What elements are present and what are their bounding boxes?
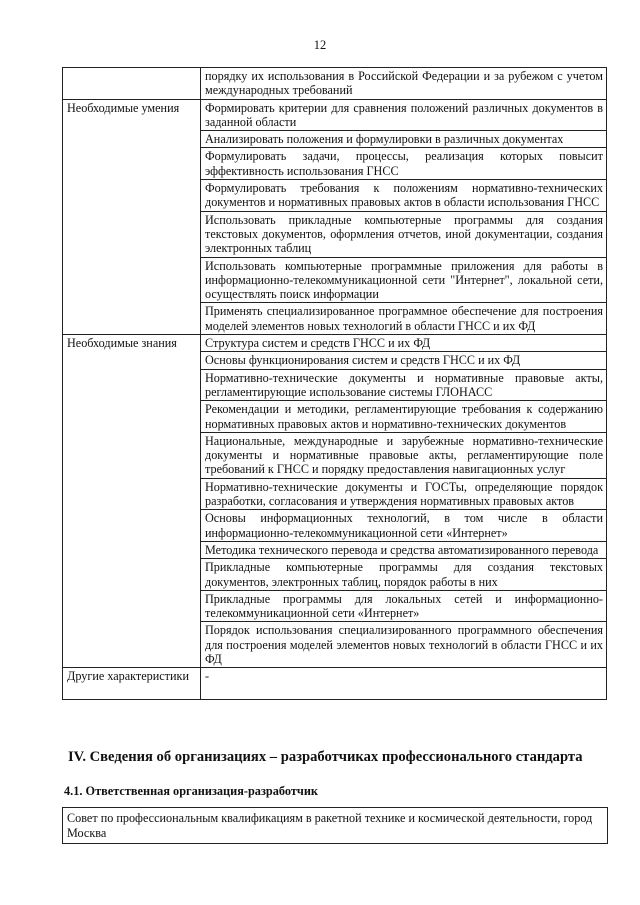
table-row [63,541,607,558]
knowledge-item: Национальные, международные и зарубежные нормативно-технические документы и нормативные правовые акты, регламентирующие поле требований к ГНСС и порядку предоставления навигационных услуг [201,432,607,478]
knowledge-item: Структура систем и средств ГНСС и их ФД [201,335,607,352]
table-row [63,68,607,100]
table-cell: порядку их использования в Российской Федерации и за рубежом с учетом международных требований [201,68,607,100]
knowledge-item: Нормативно-технические документы и нормативные правовые акты, регламентирующие использование системы ГЛОНАСС [201,369,607,401]
skills-label: Необходимые умения [63,99,201,131]
table-row [63,352,607,369]
other-label: Другие характеристики [63,668,201,700]
table-row [63,180,607,212]
skill-item: Использовать компьютерные программные приложения для работы в информационно-телекоммуникационной сети "Интернет", локальной сети, осуществлять поиск информации [201,257,607,303]
skill-item: Формировать критерии для сравнения положений различных документов в заданной области [201,99,607,131]
other-value: - [201,668,607,700]
table-row [63,148,607,180]
table-row [63,559,607,591]
knowledge-item: Прикладные программы для локальных сетей и информационно-телекоммуникационной сети «Интернет» [201,590,607,622]
empty-label-cell [63,68,201,100]
skill-item: Применять специализированное программное обеспечение для построения моделей элементов новых технологий в области ГНСС и их ФД [201,303,607,335]
skill-item: Анализировать положения и формулировки в различных документах [201,131,607,148]
table-row [63,401,607,433]
table-row [63,590,607,622]
table-row [63,668,607,700]
knowledge-item: Методика технического перевода и средства автоматизированного перевода [201,541,607,558]
subsection-title: 4.1. Ответственная организация-разработчик [64,784,318,798]
table-row [63,478,607,510]
table-row [63,335,607,352]
table-row [63,257,607,303]
knowledge-item: Нормативно-технические документы и ГОСТы, определяющие порядок разработки, согласования и утверждения нормативных правовых актов [201,478,607,510]
table-row [63,99,607,131]
skill-item: Использовать прикладные компьютерные программы для создания текстовых документов, оформления отчетов, иной документации, создания электронных таблиц [201,211,607,257]
table-row [63,432,607,478]
table-row [63,510,607,542]
skill-item: Формулировать требования к положениям нормативно-технических документов и нормативных правовых актов в области использования ГНСС [201,180,607,212]
knowledge-item: Рекомендации и методики, регламентирующие требования к содержанию нормативных правовых актов и нормативно-технических документов [201,401,607,433]
competency-table [62,67,607,700]
skill-item: Формулировать задачи, процессы, реализация которых повысит эффективность использования ГНСС [201,148,607,180]
organization-name: Совет по профессиональным квалификациям в ракетной технике и космической деятельности, город Москва [62,807,608,844]
table-row [63,131,607,148]
table-row [63,303,607,335]
knowledge-item: Основы функционирования систем и средств ГНСС и их ФД [201,352,607,369]
page-number: 12 [313,38,327,52]
knowledge-item: Порядок использования специализированного программного обеспечения для построения моделей элементов новых технологий в области ГНСС и их ФД [201,622,607,668]
knowledge-item: Прикладные компьютерные программы для создания текстовых документов, электронных таблиц, порядок работы в них [201,559,607,591]
table-row [63,622,607,668]
knowledge-label: Необходимые знания [63,335,201,352]
table-row [63,211,607,257]
table-row [63,369,607,401]
section-title: IV. Сведения об организациях – разработчиках профессионального стандарта [68,749,583,765]
knowledge-item: Основы информационных технологий, в том числе в области информационно-телекоммуникационной сети «Интернет» [201,510,607,542]
